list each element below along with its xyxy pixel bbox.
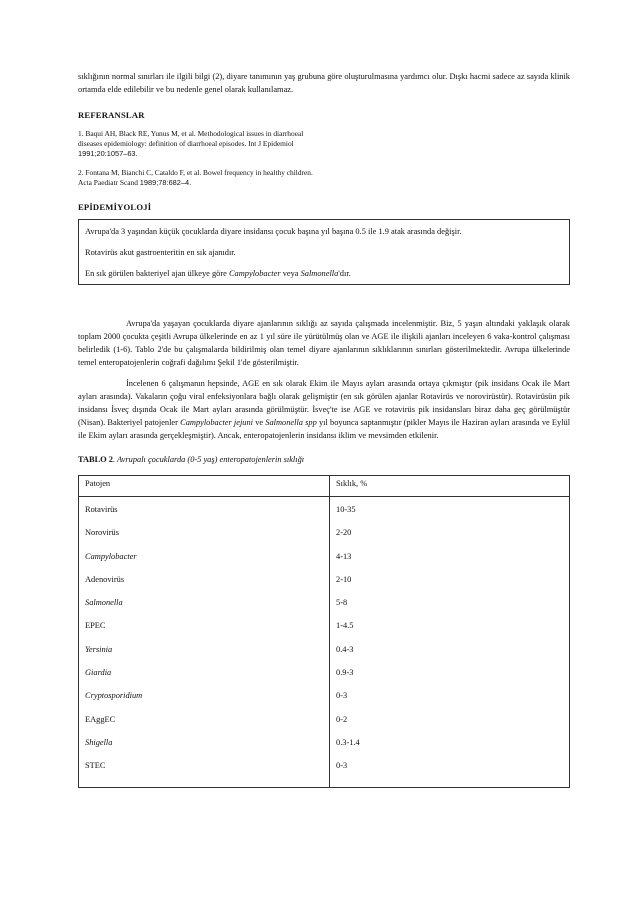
pathogen-name: Yersinia — [85, 644, 113, 654]
pathogen-name: EAggEC — [85, 714, 116, 724]
summary-line-3-post: 'dır. — [338, 269, 351, 278]
summary-line-3-pre: En sık görülen bakteriyel ajan ülkeye göre — [85, 269, 227, 278]
pathogen-name: Shigella — [85, 737, 113, 747]
summary-line-3-mid: veya — [282, 269, 299, 278]
frequency-value-column — [330, 497, 570, 788]
summary-line-3 — [85, 267, 563, 280]
header-siklik: Sıklık, % — [330, 476, 570, 497]
pathogen-name: Norovirüs — [85, 528, 119, 538]
table-2-caption — [78, 454, 570, 466]
paragraph-2-post: yıl boyunca saptanmıştır (pikler Mayıs ile Haziran ayları arasında ve Eylül ile Ekim ayları arasında gerçekleşmiştir). Ancak, enteropatojenlerin insidansı iklim ve mevsimden etkilenir. — [78, 418, 571, 440]
intro-paragraph: sıklığının normal sınırları ile ilgili bilgi (2), diyare tanımının yaş grubuna göre oluşturulmasına yardımcı olur. Dışkı hacmi sadece az sayıda klinik ortamda elde edilebilir ve bu nedenle genel olarak kullanılamaz. — [78, 72, 570, 94]
reference-2-text: 2. Fontana M, Bianchi C, Cataldo F, et al. Bowel frequency in healthy children. Acta Paediatr Scand — [78, 168, 313, 187]
pathogen-name: Campylobacter — [85, 551, 137, 561]
pathogen-frequency: 0.9-3 — [336, 668, 354, 678]
pathogen-name: Cryptosporidium — [85, 691, 143, 701]
reference-1-citation: 1991;20:1057–63. — [78, 149, 138, 158]
pathogen-name: Rotavirüs — [85, 505, 118, 514]
epidemiology-paragraph-2 — [78, 377, 570, 442]
paragraph-2-campylobacter: Campylobacter jejuni — [180, 418, 254, 427]
reference-1-text: 1. Baqui AH, Black RE, Yunus M, et al. Methodological issues in diarrhoeal diseases epidemiology: definition of diarrhoeal episodes. Int J Epidemiol — [78, 129, 304, 148]
summary-campylobacter: Campylobacter — [228, 269, 281, 278]
pathogen-name: Giardia — [85, 668, 112, 678]
header-patojen: Patojen — [79, 476, 330, 497]
pathogen-name: EPEC — [85, 621, 106, 631]
table-2-caption-title: . Avrupalı çocuklarda (0-5 yaş) enteropatojenlerin sıklığı — [112, 455, 305, 464]
paragraph-2-pre: İncelenen 6 çalışmanın hepsinde, AGE en sık olarak Ekim ile Mayıs ayları arasında ortaya çıkmıştır (pik insidans Ocak ile Mart ayları arasında). Vakaların çoğu viral enfeksiyonlara bağlı olarak gelişmiştir (en sık görülen ajanlar Rotavirüs ve norovirüstür). Rotavirüsün pik insidansı İsveç dışında Ocak ile Mart ayları arasında görülmüştür. İsveç'te ise AGE ve rotavirüs pik insidansları biraz daha geç görülmüştür (Nisan). Bakteriyel patojenler — [78, 379, 570, 427]
pathogen-frequency: 0-2 — [336, 714, 348, 724]
summary-salmonella: Salmonella — [300, 269, 339, 278]
pathogen-frequency: 0.4-3 — [336, 644, 354, 654]
pathogen-frequency: 4-13 — [336, 551, 352, 561]
pathogen-frequency: 2-10 — [336, 574, 352, 584]
paragraph-2-salmonella: Salmonella spp — [265, 418, 317, 427]
table-header-row — [79, 476, 570, 497]
reference-2 — [78, 168, 328, 188]
pathogen-frequency: 5-8 — [336, 598, 348, 608]
pathogen-name-column — [79, 497, 330, 788]
pathogen-name: Salmonella — [85, 598, 123, 608]
pathogen-name: STEC — [85, 761, 106, 771]
pathogen-name: Adenovirüs — [85, 574, 125, 584]
paragraph-2-mid: ve — [255, 418, 264, 427]
reference-2-citation: 1989;78:682–4. — [139, 178, 192, 187]
summary-line-1: Avrupa'da 3 yaşından küçük çocuklarda diyare insidansı çocuk başına yıl başına 0.5 ile 1.9 atak arasında değişir. — [85, 227, 462, 236]
references-heading: REFERANSLAR — [78, 110, 145, 120]
pathogen-frequency: 2-20 — [336, 528, 352, 538]
pathogen-frequency: 0.3-1.4 — [336, 737, 360, 747]
table-2-caption-label: TABLO 2 — [78, 455, 113, 464]
pathogen-frequency: 0-3 — [336, 761, 348, 771]
pathogen-frequency: 0-3 — [336, 691, 348, 701]
table-2 — [78, 475, 570, 788]
epidemiology-paragraph-1: Avrupa'da yaşayan çocuklarda diyare ajanlarının sıklığı az sayıda çalışmada incelenmiştir. Biz, 5 yaşın altındaki yaklaşık olarak toplam 2000 çocukta çeşitli Avrupa ülkelerinde en az 1 yıl süre ile yürütülmüş olan ve AGE ile ilişkili ajanları inceleyen 6 vaka-kontrol çalışması belirledik (1-6). Tablo 2'de bu çalışmalarda bildirilmiş olan temel diyare ajanlarının sıklıklarının sınırları gösterilmektedir. Avrupa ülkelerinde temel enteropatojenlerin coğrafi dağılımı Şekil 1'de gösterilmiştir. — [78, 319, 570, 367]
pathogen-frequency: 1-4.5 — [336, 621, 354, 631]
reference-1 — [78, 129, 328, 159]
summary-line-2: Rotavirüs akut gastroenteritin en sık ajanıdır. — [85, 248, 236, 257]
table-body-row — [79, 497, 570, 788]
document-page — [78, 70, 570, 788]
pathogen-frequency: 10-35 — [336, 505, 356, 514]
summary-box — [78, 219, 570, 285]
epidemiology-heading: EPİDEMİYOLOJİ — [78, 202, 152, 212]
